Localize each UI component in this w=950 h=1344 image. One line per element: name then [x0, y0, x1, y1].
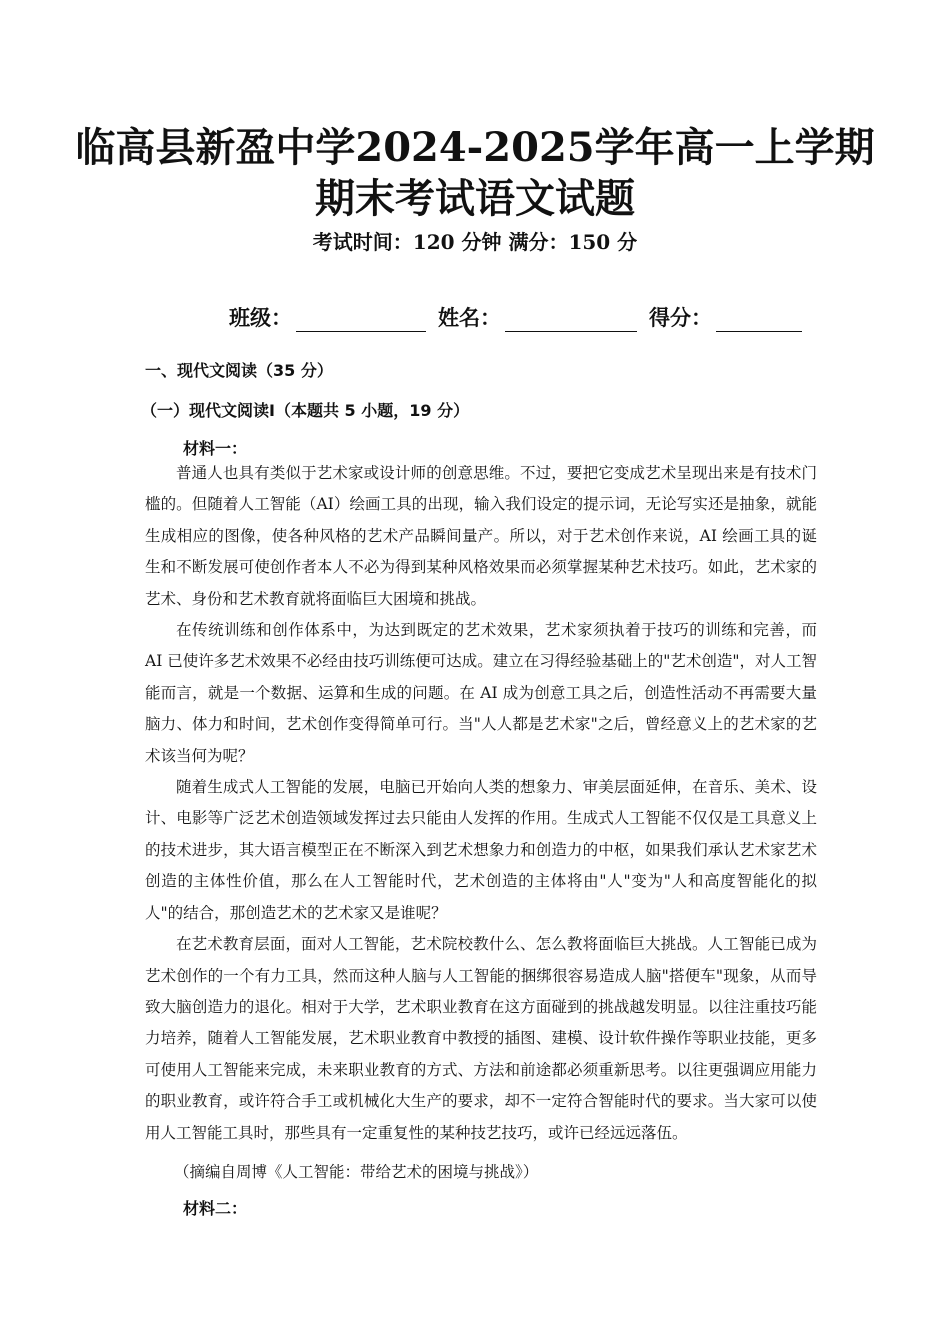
- score-blank[interactable]: [716, 309, 802, 332]
- name-label: 姓名：: [438, 306, 501, 330]
- exam-title-line2: 期末考试语文试题: [315, 175, 635, 222]
- material1-body: [145, 458, 817, 1149]
- material1-source: （摘编自周博《人工智能：带给艺术的困境与挑战》）: [174, 1163, 539, 1181]
- subsection-heading: （一）现代文阅读Ⅰ（本题共 5 小题，19 分）: [141, 401, 470, 420]
- paragraph: 普通人也具有类似于艺术家或设计师的创意思维。不过，要把它变成艺术呈现出来是有技术门槛的。但随着人工智能（AI）绘画工具的出现，输入我们设定的提示词，无论写实还是抽象，就能生成相应的图像，使各种风格的艺术产品瞬间量产。所以，对于艺术创作来说，AI 绘画工具的诞生和不断发展可使创作者本人不必为得到某种风格效果而必须掌握某种艺术技巧。如此，艺术家的艺术、身份和艺术教育就将面临巨大困境和挑战。: [145, 464, 817, 608]
- class-label: 班级：: [229, 306, 292, 330]
- exam-title-line1: 临高县新盈中学2024-2025学年高一上学期: [75, 124, 875, 171]
- material1-label: 材料一：: [183, 439, 248, 458]
- section-heading: 一、现代文阅读（35 分）: [145, 361, 333, 380]
- material2-label: 材料二：: [183, 1199, 248, 1218]
- exam-info: 考试时间：120 分钟 满分：150 分: [312, 230, 638, 254]
- paragraph: 在传统训练和创作体系中，为达到既定的艺术效果，艺术家须执着于技巧的训练和完善，而 AI 已使许多艺术效果不必经由技巧训练便可达成。建立在习得经验基础上的"艺术创造"，对人工智能而言，就是一个数据、运算和生成的问题。在 AI 成为创意工具之后，创造性活动不再需要大量脑力、体力和时间，艺术创作变得简单可行。当"人人都是艺术家"之后，曾经意义上的艺术家的艺术该当何为呢？: [145, 621, 818, 765]
- score-label: 得分：: [649, 306, 712, 330]
- class-blank[interactable]: [296, 309, 426, 332]
- student-info-fields: [229, 302, 829, 332]
- paragraph: 随着生成式人工智能的发展，电脑已开始向人类的想象力、审美层面延伸，在音乐、美术、设计、电影等广泛艺术创造领域发挥过去只能由人发挥的作用。生成式人工智能不仅仅是工具意义上的技术进步，其大语言模型正在不断深入到艺术想象力和创造力的中枢，如果我们承认艺术家艺术创造的主体性价值，那么在人工智能时代，艺术创造的主体将由"人"变为"人和高度智能化的拟人"的结合，那创造艺术的艺术家又是谁呢？: [145, 778, 817, 922]
- paragraph: 在艺术教育层面，面对人工智能，艺术院校教什么、怎么教将面临巨大挑战。人工智能已成为艺术创作的一个有力工具，然而这种人脑与人工智能的捆绑很容易造成人脑"搭便车"现象，从而导致大脑创造力的退化。相对于大学，艺术职业教育在这方面碰到的挑战越发明显。以往注重技巧能力培养，随着人工智能发展，艺术职业教育中教授的插图、建模、设计软件操作等职业技能，更多可使用人工智能来完成，未来职业教育的方式、方法和前途都必须重新思考。以往更强调应用能力的职业教育，或许符合手工或机械化大生产的要求，却不一定符合智能时代的要求。当大家可以使用人工智能工具时，那些具有一定重复性的某种技艺技巧，或许已经远远落伍。: [145, 935, 817, 1142]
- name-blank[interactable]: [505, 309, 637, 332]
